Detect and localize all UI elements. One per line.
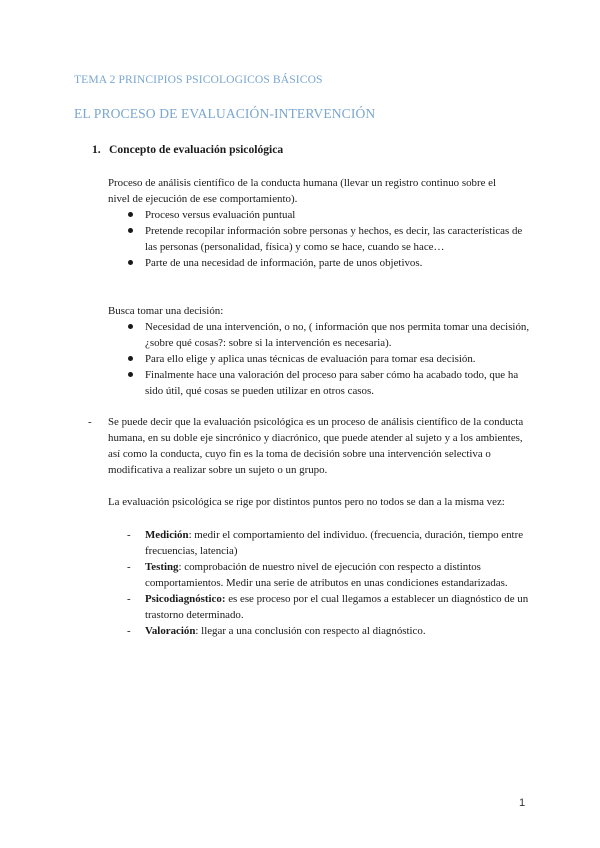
list-item: - Psicodiagnóstico: es ese proceso por el cual llegamos a establecer un diagnóstico de un trastorno determinado. — [127, 593, 529, 621]
list-item: Proceso versus evaluación puntual — [145, 207, 530, 223]
page-number: 1 — [519, 797, 526, 809]
dash-marker: - — [127, 593, 131, 605]
section-number: 1. — [92, 143, 101, 156]
paragraph-definition: Proceso de análisis científico de la conducta humana (llevar un registro continuo sobre el nivel de ejecución de ese comportamiento). — [108, 177, 497, 205]
bullet-dot-icon — [128, 324, 133, 329]
paragraph-summary: Se puede decir que la evaluación psicológica es un proceso de análisis científico de la conducta humana, en su doble eje sincrónico y diacrónico, que puede atender al sujeto y a los ambientes, así como la conducta, cuyo fin es la toma de decisión sobre una intervención selectiva o modificativa a realizar sobre un sujeto o un grupo. — [108, 416, 524, 476]
list-item: Para ello elige y aplica unas técnicas de evaluación para tomar esa decisión. — [145, 351, 530, 367]
dash-marker: - — [127, 529, 131, 541]
list-item: Finalmente hace una valoración del proceso para saber cómo ha acabado todo, que ha sido útil, qué cosas se pueden utilizar en otros casos. — [145, 367, 530, 399]
bullet-list-1 — [145, 207, 530, 271]
section-heading — [92, 143, 283, 156]
paragraph-principles: La evaluación psicológica se rige por distintos puntos pero no todos se dan a la misma vez: — [108, 496, 505, 508]
bullet-list-2 — [145, 319, 530, 399]
list-item: Necesidad de una intervención, o no, ( información que nos permita tomar una decisión, ¿sobre qué cosas?: sobre si la intervención es necesaria). — [145, 319, 530, 351]
bullet-dot-icon — [128, 372, 133, 377]
list-item: Parte de una necesidad de información, parte de unos objetivos. — [145, 255, 530, 271]
bullet-dot-icon — [128, 212, 133, 217]
list-item: - Medición: medir el comportamiento del individuo. (frecuencia, duración, tiempo entre frecuencias, latencia) — [127, 529, 524, 557]
section-title: Concepto de evaluación psicológica — [109, 143, 284, 156]
principles-list — [127, 527, 530, 639]
bullet-dot-icon — [128, 356, 133, 361]
bullet-dot-icon — [128, 228, 133, 233]
dash-marker: - — [127, 625, 131, 637]
dash-marker: - — [127, 561, 131, 573]
bullet-dot-icon — [128, 260, 133, 265]
subtitle-heading: EL PROCESO DE EVALUACIÓN-INTERVENCIÓN — [74, 106, 376, 121]
list-item: - Valoración: llegar a una conclusión con respecto al diagnóstico. — [127, 625, 426, 637]
list-item: Pretende recopilar información sobre personas y hechos, es decir, las características de las personas (personalidad, física) y como se hace, cuando se hace… — [145, 223, 530, 255]
topic-heading: TEMA 2 PRINCIPIOS PSICOLOGICOS BÁSICOS — [74, 73, 323, 86]
dash-marker: - — [88, 416, 92, 428]
paragraph-decision: Busca tomar una decisión: — [108, 305, 224, 317]
list-item: - Testing: comprobación de nuestro nivel de ejecución con respecto a distintos comportamientos. Medir una serie de atributos en unas condiciones estandarizadas. — [127, 561, 508, 589]
